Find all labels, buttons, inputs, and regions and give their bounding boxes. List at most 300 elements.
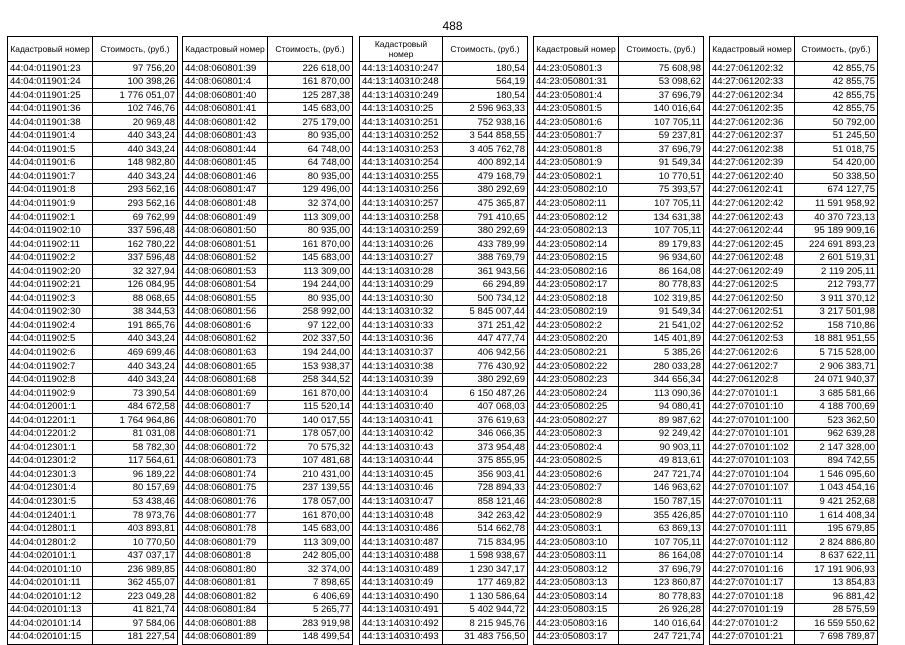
cost-value: 113 309,00	[268, 211, 353, 225]
table-row	[360, 305, 528, 319]
table-row	[710, 62, 878, 76]
table-row	[710, 387, 878, 401]
table-row	[710, 224, 878, 238]
cost-value: 64 748,00	[268, 143, 353, 157]
cadastral-number: 44:27:061202:48	[710, 251, 795, 265]
table-row	[360, 603, 528, 617]
cost-value: 10 770,50	[93, 536, 178, 550]
cadastral-number: 44:13:140310:25	[360, 102, 443, 116]
cadastral-number: 44:27:070101:2	[710, 617, 795, 631]
cadastral-number: 44:27:070101:1	[710, 387, 795, 401]
cost-value: 91 549,34	[619, 305, 704, 319]
cost-value: 91 549,34	[619, 156, 704, 170]
cadastral-number: 44:04:011902:1	[8, 211, 93, 225]
table-row	[183, 414, 353, 428]
cadastral-number: 44:27:061202:40	[710, 170, 795, 184]
table-row	[183, 197, 353, 211]
table-row	[710, 454, 878, 468]
cost-value: 2 906 383,71	[795, 360, 878, 374]
table-row	[534, 224, 704, 238]
cadastral-number: 44:13:140310:30	[360, 292, 443, 306]
cadastral-number: 44:04:011901:8	[8, 183, 93, 197]
cost-value: 3 405 762,78	[443, 143, 528, 157]
cost-value: 356 903,41	[443, 468, 528, 482]
table-row	[534, 197, 704, 211]
cadastral-number: 44:23:050803:12	[534, 563, 619, 577]
table-row	[8, 224, 178, 238]
cadastral-number: 44:04:011902:8	[8, 373, 93, 387]
cost-value: 70 575,32	[268, 441, 353, 455]
table-row	[8, 400, 178, 414]
cost-value: 5 385,26	[619, 346, 704, 360]
cost-value: 373 954,48	[443, 441, 528, 455]
table-row	[8, 441, 178, 455]
cadastral-number: 44:04:012801:2	[8, 536, 93, 550]
cadastral-number: 44:08:060801:74	[183, 468, 268, 482]
cost-value: 42 855,75	[795, 89, 878, 103]
header-cadastral-number: Кадастровый номер	[710, 37, 795, 62]
cost-value: 1 043 454,16	[795, 481, 878, 495]
table-row	[710, 563, 878, 577]
table-row	[183, 156, 353, 170]
table-row	[534, 129, 704, 143]
header-cost: Стоимость, (руб.)	[93, 37, 178, 62]
table-row	[710, 509, 878, 523]
cadastral-number: 44:13:140310:38	[360, 360, 443, 374]
cadastral-number: 44:23:050803:15	[534, 603, 619, 617]
cadastral-number: 44:04:011901:38	[8, 116, 93, 130]
cost-value: 10 770,51	[619, 170, 704, 184]
table-row	[8, 536, 178, 550]
cadastral-number: 44:08:060801:56	[183, 305, 268, 319]
table-row	[183, 75, 353, 89]
table-row	[183, 563, 353, 577]
cadastral-number: 44:13:140310:257	[360, 197, 443, 211]
cadastral-number: 44:23:050802:21	[534, 346, 619, 360]
table-row	[183, 400, 353, 414]
cadastral-number: 44:04:012301:1	[8, 441, 93, 455]
table-row	[534, 536, 704, 550]
cadastral-number: 44:04:011901:36	[8, 102, 93, 116]
table-row	[183, 278, 353, 292]
cost-value: 2 147 328,00	[795, 441, 878, 455]
cost-value: 86 164,08	[619, 265, 704, 279]
table-row	[534, 89, 704, 103]
cadastral-number: 44:23:050802:7	[534, 481, 619, 495]
table-row	[534, 630, 704, 644]
table-row	[183, 211, 353, 225]
table-row	[710, 603, 878, 617]
table-row	[8, 549, 178, 563]
cost-value: 53 098,62	[619, 75, 704, 89]
table-row	[534, 603, 704, 617]
cadastral-number: 44:13:140310:45	[360, 468, 443, 482]
cadastral-number: 44:13:140310:48	[360, 509, 443, 523]
cadastral-number: 44:08:060801:7	[183, 400, 268, 414]
cost-value: 162 780,22	[93, 238, 178, 252]
table-row	[360, 265, 528, 279]
cadastral-number: 44:04:011902:4	[8, 319, 93, 333]
table-row	[360, 251, 528, 265]
cadastral-number: 44:08:060801:46	[183, 170, 268, 184]
cost-value: 150 787,15	[619, 495, 704, 509]
cadastral-number: 44:27:061202:43	[710, 211, 795, 225]
cadastral-number: 44:27:061202:50	[710, 292, 795, 306]
cadastral-table	[182, 36, 353, 645]
cost-value: 146 963,62	[619, 481, 704, 495]
cost-value: 145 683,00	[268, 102, 353, 116]
cost-value: 355 426,85	[619, 509, 704, 523]
table-row	[183, 183, 353, 197]
cadastral-number: 44:04:011901:24	[8, 75, 93, 89]
cadastral-number: 44:08:060801:84	[183, 603, 268, 617]
cadastral-number: 44:04:011901:23	[8, 62, 93, 76]
cost-value: 42 855,75	[795, 62, 878, 76]
cost-value: 375 855,95	[443, 454, 528, 468]
table-row	[360, 360, 528, 374]
cost-value: 1 614 408,34	[795, 509, 878, 523]
cost-value: 293 562,16	[93, 183, 178, 197]
cadastral-number: 44:08:060801:54	[183, 278, 268, 292]
cost-value: 361 943,56	[443, 265, 528, 279]
cost-value: 100 398,26	[93, 75, 178, 89]
cost-value: 484 672,58	[93, 400, 178, 414]
cadastral-number: 44:23:050803:17	[534, 630, 619, 644]
cost-value: 161 870,00	[268, 75, 353, 89]
cadastral-number: 44:23:050802:11	[534, 197, 619, 211]
cost-value: 13 854,83	[795, 576, 878, 590]
table-row	[183, 129, 353, 143]
cost-value: 247 721,74	[619, 468, 704, 482]
cadastral-number: 44:27:061202:51	[710, 305, 795, 319]
cadastral-number: 44:04:020101:12	[8, 590, 93, 604]
cost-value: 283 919,98	[268, 617, 353, 631]
cadastral-number: 44:23:050802:4	[534, 441, 619, 455]
cost-value: 81 031,08	[93, 427, 178, 441]
cost-value: 4 188 700,69	[795, 400, 878, 414]
table-row	[360, 170, 528, 184]
header-cost: Стоимость, (руб.)	[619, 37, 704, 62]
table-row	[183, 441, 353, 455]
cost-value: 107 705,11	[619, 116, 704, 130]
table-row	[183, 536, 353, 550]
table-row	[534, 441, 704, 455]
cadastral-number: 44:27:070101:100	[710, 414, 795, 428]
cost-value: 97 756,20	[93, 62, 178, 76]
cadastral-number: 44:08:060801:51	[183, 238, 268, 252]
cost-value: 80 935,00	[268, 170, 353, 184]
cost-value: 49 813,61	[619, 454, 704, 468]
cost-value: 858 121,46	[443, 495, 528, 509]
table-row	[8, 156, 178, 170]
cadastral-number: 44:04:012201:1	[8, 414, 93, 428]
cadastral-number: 44:23:050802:9	[534, 509, 619, 523]
cost-value: 3 911 370,12	[795, 292, 878, 306]
cost-value: 16 559 550,62	[795, 617, 878, 631]
cadastral-number: 44:27:070101:11	[710, 495, 795, 509]
cadastral-table	[7, 36, 178, 645]
table-row	[360, 387, 528, 401]
table-row	[534, 292, 704, 306]
table-row	[360, 238, 528, 252]
table-row	[8, 427, 178, 441]
cost-value: 202 337,50	[268, 332, 353, 346]
cadastral-number: 44:23:050802:1	[534, 170, 619, 184]
cadastral-number: 44:27:061202:45	[710, 238, 795, 252]
cadastral-number: 44:23:050803:16	[534, 617, 619, 631]
cadastral-number: 44:04:011902:30	[8, 305, 93, 319]
cost-value: 32 374,00	[268, 563, 353, 577]
cadastral-number: 44:23:050801:31	[534, 75, 619, 89]
cost-value: 37 696,79	[619, 89, 704, 103]
table-row	[360, 509, 528, 523]
cadastral-number: 44:04:011902:7	[8, 360, 93, 374]
cost-value: 90 903,11	[619, 441, 704, 455]
cost-value: 1 230 347,17	[443, 563, 528, 577]
table-row	[8, 509, 178, 523]
cadastral-number: 44:23:050803:13	[534, 576, 619, 590]
cadastral-number: 44:04:011902:9	[8, 387, 93, 401]
cadastral-number: 44:13:140310:4	[360, 387, 443, 401]
table-row	[534, 346, 704, 360]
cost-value: 42 855,75	[795, 75, 878, 89]
cost-value: 18 881 951,55	[795, 332, 878, 346]
cadastral-number: 44:04:012301:2	[8, 454, 93, 468]
table-row	[710, 197, 878, 211]
cadastral-number: 44:27:070101:107	[710, 481, 795, 495]
cost-value: 11 591 958,92	[795, 197, 878, 211]
table-row	[534, 373, 704, 387]
table-row	[360, 278, 528, 292]
table-row	[534, 143, 704, 157]
table-row	[710, 468, 878, 482]
cadastral-number: 44:23:050802:6	[534, 468, 619, 482]
cost-value: 371 251,42	[443, 319, 528, 333]
table-row	[360, 549, 528, 563]
cadastral-table	[533, 36, 704, 645]
cost-value: 69 762,99	[93, 211, 178, 225]
cost-value: 380 292,69	[443, 224, 528, 238]
cadastral-number: 44:27:070101:111	[710, 522, 795, 536]
cadastral-number: 44:08:060801:6	[183, 319, 268, 333]
table-row	[534, 522, 704, 536]
cost-value: 134 631,38	[619, 211, 704, 225]
cadastral-number: 44:08:060801:79	[183, 536, 268, 550]
cadastral-number: 44:27:070101:101	[710, 427, 795, 441]
cost-value: 3 685 581,66	[795, 387, 878, 401]
cost-value: 50 338,50	[795, 170, 878, 184]
table-row	[534, 454, 704, 468]
cadastral-number: 44:13:140310:32	[360, 305, 443, 319]
cost-value: 342 263,42	[443, 509, 528, 523]
cadastral-number: 44:23:050802:20	[534, 332, 619, 346]
table-row	[8, 522, 178, 536]
cost-value: 440 343,24	[93, 332, 178, 346]
table-row	[8, 211, 178, 225]
cost-value: 89 179,83	[619, 238, 704, 252]
cost-value: 447 477,74	[443, 332, 528, 346]
cadastral-number: 44:08:060801:69	[183, 387, 268, 401]
cost-value: 237 139,55	[268, 481, 353, 495]
table-row	[360, 630, 528, 644]
table-row	[183, 454, 353, 468]
cadastral-number: 44:27:070101:103	[710, 454, 795, 468]
cadastral-number: 44:13:140310:491	[360, 603, 443, 617]
table-row	[360, 292, 528, 306]
cadastral-number: 44:23:050803:11	[534, 549, 619, 563]
cost-value: 28 575,59	[795, 603, 878, 617]
cost-value: 293 562,16	[93, 197, 178, 211]
table-row	[534, 509, 704, 523]
table-row	[710, 400, 878, 414]
table-row	[710, 265, 878, 279]
cost-value: 1 764 964,86	[93, 414, 178, 428]
cost-value: 7 898,65	[268, 576, 353, 590]
cadastral-number: 44:08:060801:75	[183, 481, 268, 495]
cadastral-number: 44:27:061202:35	[710, 102, 795, 116]
cost-value: 113 309,00	[268, 265, 353, 279]
cost-value: 41 821,74	[93, 603, 178, 617]
cost-value: 194 244,00	[268, 278, 353, 292]
cadastral-number: 44:23:050802:19	[534, 305, 619, 319]
cost-value: 500 734,12	[443, 292, 528, 306]
cost-value: 64 748,00	[268, 156, 353, 170]
cadastral-number: 44:23:050802:17	[534, 278, 619, 292]
cadastral-number: 44:04:011902:11	[8, 238, 93, 252]
cadastral-number: 44:23:050802:27	[534, 414, 619, 428]
cost-value: 178 057,00	[268, 495, 353, 509]
cost-value: 8 637 622,11	[795, 549, 878, 563]
cost-value: 337 596,48	[93, 251, 178, 265]
table-row	[534, 183, 704, 197]
table-row	[183, 332, 353, 346]
table-row	[8, 170, 178, 184]
table-row	[710, 183, 878, 197]
cadastral-number: 44:04:011902:5	[8, 332, 93, 346]
cost-value: 80 157,69	[93, 481, 178, 495]
cadastral-number: 44:23:050802:22	[534, 360, 619, 374]
cadastral-number: 44:04:012801:1	[8, 522, 93, 536]
cost-value: 58 782,30	[93, 441, 178, 455]
table-row	[534, 495, 704, 509]
table-row	[183, 630, 353, 644]
table-row	[360, 576, 528, 590]
cost-value: 894 742,55	[795, 454, 878, 468]
cadastral-number: 44:23:050802:13	[534, 224, 619, 238]
cadastral-number: 44:08:060801:4	[183, 75, 268, 89]
cost-value: 89 987,62	[619, 414, 704, 428]
cost-value: 1 546 095,60	[795, 468, 878, 482]
cost-value: 3 544 858,55	[443, 129, 528, 143]
cost-value: 242 805,00	[268, 549, 353, 563]
cadastral-number: 44:13:140310:251	[360, 116, 443, 130]
table-row	[8, 414, 178, 428]
cost-value: 2 596 963,33	[443, 102, 528, 116]
cost-value: 1 776 051,07	[93, 89, 178, 103]
cost-value: 129 496,00	[268, 183, 353, 197]
table-row	[710, 427, 878, 441]
cost-value: 469 699,46	[93, 346, 178, 360]
table-row	[360, 563, 528, 577]
cadastral-number: 44:13:140310:490	[360, 590, 443, 604]
cadastral-number: 44:04:020101:10	[8, 563, 93, 577]
cost-value: 407 068,03	[443, 400, 528, 414]
table-row	[710, 617, 878, 631]
cost-value: 258 992,00	[268, 305, 353, 319]
table-row	[183, 360, 353, 374]
cadastral-number: 44:04:020101:11	[8, 576, 93, 590]
cost-value: 37 696,79	[619, 143, 704, 157]
table-row	[360, 116, 528, 130]
cadastral-number: 44:27:061202:39	[710, 156, 795, 170]
cadastral-number: 44:27:070101:14	[710, 549, 795, 563]
table-row	[710, 211, 878, 225]
cost-value: 50 792,00	[795, 116, 878, 130]
table-row	[183, 549, 353, 563]
cadastral-number: 44:27:061202:37	[710, 129, 795, 143]
table-row	[183, 373, 353, 387]
table-row	[8, 332, 178, 346]
table-row	[8, 346, 178, 360]
cadastral-number: 44:23:050802:24	[534, 387, 619, 401]
cadastral-number: 44:13:140310:33	[360, 319, 443, 333]
table-row	[8, 143, 178, 157]
header-cadastral-number: Кадастровый номер	[360, 37, 443, 62]
cadastral-number: 44:13:140310:489	[360, 563, 443, 577]
cadastral-number: 44:08:060801:65	[183, 360, 268, 374]
table-row	[183, 617, 353, 631]
table-row	[534, 400, 704, 414]
cost-value: 97 122,00	[268, 319, 353, 333]
cadastral-number: 44:27:061202:52	[710, 319, 795, 333]
cadastral-number: 44:08:060801:88	[183, 617, 268, 631]
cadastral-number: 44:27:070101:104	[710, 468, 795, 482]
table-row	[8, 373, 178, 387]
cadastral-number: 44:13:140310:43	[360, 441, 443, 455]
cost-value: 140 017,55	[268, 414, 353, 428]
table-row	[8, 278, 178, 292]
cost-value: 2 119 205,11	[795, 265, 878, 279]
cadastral-number: 44:27:061202:33	[710, 75, 795, 89]
cost-value: 161 870,00	[268, 509, 353, 523]
table-row	[8, 603, 178, 617]
header-cadastral-number: Кадастровый номер	[183, 37, 268, 62]
cadastral-number: 44:13:140310:253	[360, 143, 443, 157]
cadastral-number: 44:13:140310:247	[360, 62, 443, 76]
cadastral-number: 44:08:060801:47	[183, 183, 268, 197]
cost-value: 776 430,92	[443, 360, 528, 374]
cadastral-number: 44:23:050802:16	[534, 265, 619, 279]
cost-value: 514 662,78	[443, 522, 528, 536]
cost-value: 280 033,28	[619, 360, 704, 374]
cost-value: 123 860,87	[619, 576, 704, 590]
cost-value: 75 608,98	[619, 62, 704, 76]
table-row	[710, 238, 878, 252]
cost-value: 126 084,95	[93, 278, 178, 292]
cadastral-number: 44:13:140310:487	[360, 536, 443, 550]
cadastral-number: 44:04:020101:1	[8, 549, 93, 563]
table-row	[534, 305, 704, 319]
cadastral-number: 44:08:060801:42	[183, 116, 268, 130]
cost-value: 92 249,42	[619, 427, 704, 441]
table-row	[8, 387, 178, 401]
cost-value: 403 893,81	[93, 522, 178, 536]
cost-value: 479 168,79	[443, 170, 528, 184]
header-cadastral-number: Кадастровый номер	[8, 37, 93, 62]
table-row	[534, 549, 704, 563]
page-number: 488	[442, 19, 463, 33]
table-row	[8, 116, 178, 130]
